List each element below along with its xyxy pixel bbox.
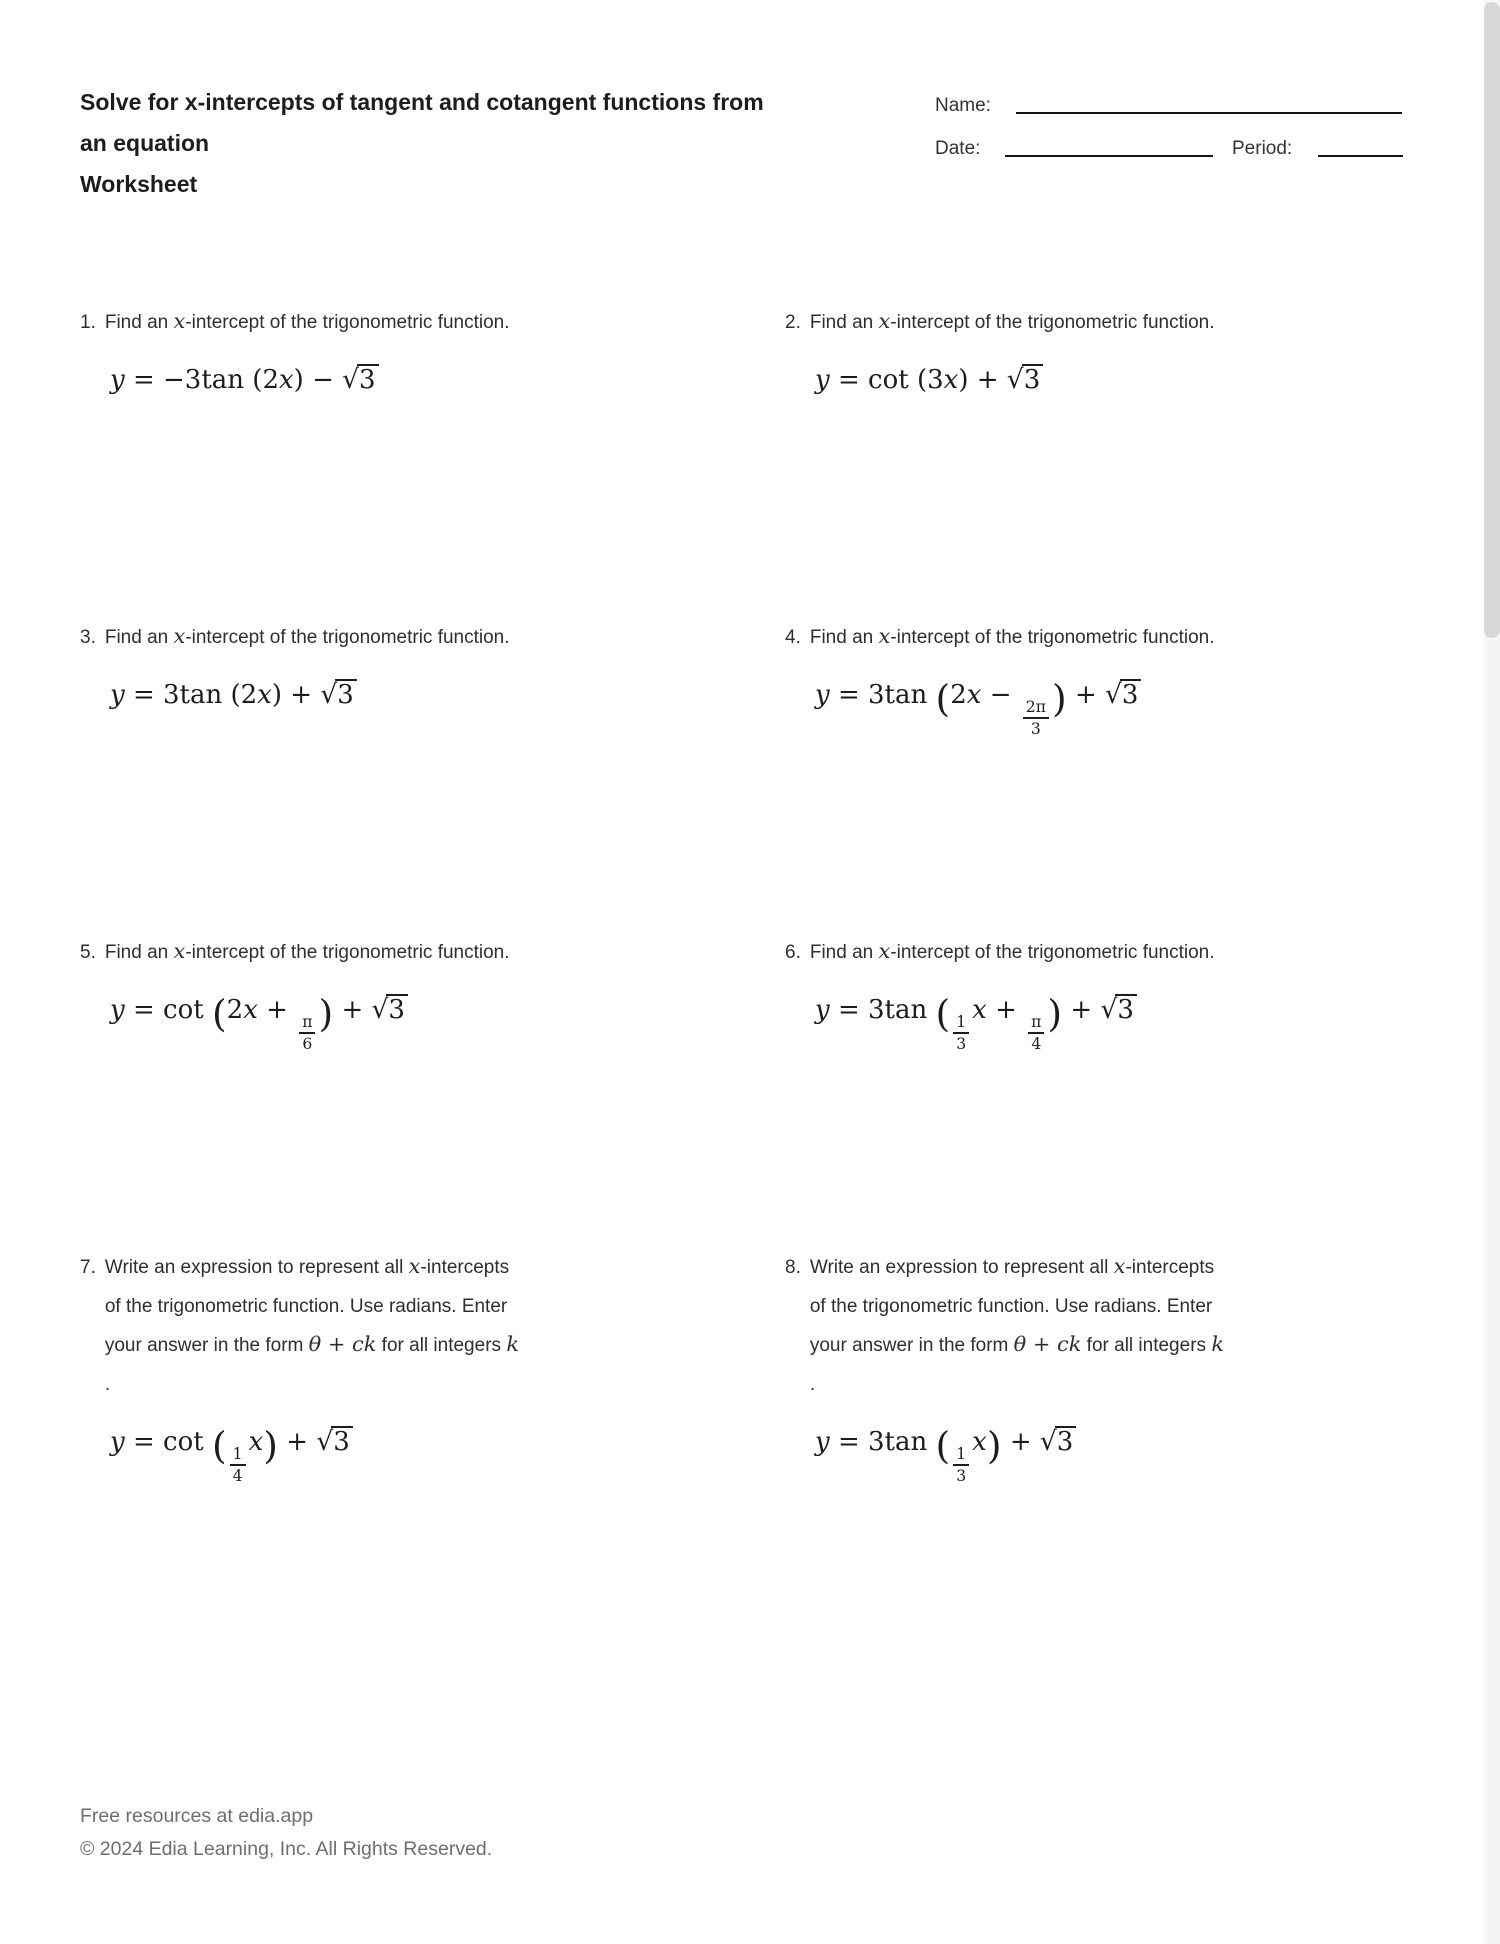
problem-3-equation: y = 3tan (2x) + √3 [110, 672, 728, 718]
problem-7-prompt-text: Write an expression to represent all x-intercepts of the trigonometric function. Use radians. Enter your answer in the form θ + ck for all integers k . [104, 1254, 519, 1395]
problem-2-prompt [785, 303, 1433, 342]
worksheet-title [80, 82, 900, 205]
problem-4-prompt-text: Find an x-intercept of the trigonometric function. [809, 624, 1215, 648]
problem-4 [785, 618, 1433, 738]
problem-7 [80, 1248, 728, 1485]
problem-8-number: 8. [785, 1257, 801, 1278]
problem-3 [80, 618, 728, 718]
problem-2-number: 2. [785, 312, 801, 333]
problem-1 [80, 303, 728, 403]
problem-6-prompt-text: Find an x-intercept of the trigonometric function. [809, 939, 1215, 963]
problem-1-prompt [80, 303, 728, 342]
problem-6-prompt [785, 933, 1433, 972]
problem-7-number: 7. [80, 1257, 96, 1278]
problem-4-prompt [785, 618, 1433, 657]
problem-6-equation: y = 3tan ( $\frac{1}{3}$ x + $\frac{\pi}{4}$ ) + √3 [815, 987, 1433, 1053]
date-fill-in-line [1005, 155, 1213, 157]
problem-7-equation: y = cot ( $\frac{1}{4}$ x) + √3 [110, 1419, 728, 1485]
problem-5-equation: y = cot (2x + $\frac{\pi}{6}$ ) + √3 [110, 987, 728, 1053]
footer-resources-text: Free resources at edia.app [80, 1805, 314, 1827]
problem-8 [785, 1248, 1433, 1485]
problem-2-equation: y = cot (3x) + √3 [815, 357, 1433, 403]
footer-copyright-text: © 2024 Edia Learning, Inc. All Rights Reserved. [80, 1838, 493, 1860]
problem-5-prompt-text: Find an x-intercept of the trigonometric function. [104, 939, 510, 963]
problem-2-prompt-text: Find an x-intercept of the trigonometric function. [809, 309, 1215, 333]
problem-3-number: 3. [80, 627, 96, 648]
problem-3-prompt-text: Find an x-intercept of the trigonometric function. [104, 624, 510, 648]
problem-6-number: 6. [785, 942, 801, 963]
title-worksheet-label: Worksheet [80, 171, 198, 197]
page-footer [80, 1800, 492, 1866]
problem-5 [80, 933, 728, 1053]
problem-1-equation: y = −3tan (2x) − √3 [110, 357, 728, 403]
problem-1-number: 1. [80, 312, 96, 333]
problem-8-equation: y = 3tan ( $\frac{1}{3}$ x) + √3 [815, 1419, 1433, 1485]
problem-8-prompt-text: Write an expression to represent all x-intercepts of the trigonometric function. Use radians. Enter your answer in the form θ + ck for all integers k . [809, 1254, 1224, 1395]
problem-1-prompt-text: Find an x-intercept of the trigonometric function. [104, 309, 510, 333]
problem-2 [785, 303, 1433, 403]
problem-5-number: 5. [80, 942, 96, 963]
problem-3-prompt [80, 618, 728, 657]
period-label: Period: [1232, 138, 1293, 159]
date-label: Date: [935, 138, 981, 159]
title-line-1: Solve for x-intercepts of tangent and cotangent functions from [80, 89, 764, 115]
problem-6 [785, 933, 1433, 1053]
name-label: Name: [935, 95, 991, 116]
problem-5-prompt [80, 933, 728, 972]
scrollbar-thumb[interactable] [1484, 2, 1500, 638]
problem-4-equation: y = 3tan (2x − $\frac{2\pi}{3}$ ) + √3 [815, 672, 1433, 738]
problem-8-prompt [785, 1248, 1433, 1404]
period-fill-in-line [1318, 155, 1403, 157]
name-fill-in-line [1016, 112, 1402, 114]
title-line-2: an equation [80, 130, 210, 156]
problem-4-number: 4. [785, 627, 801, 648]
problem-7-prompt [80, 1248, 728, 1404]
